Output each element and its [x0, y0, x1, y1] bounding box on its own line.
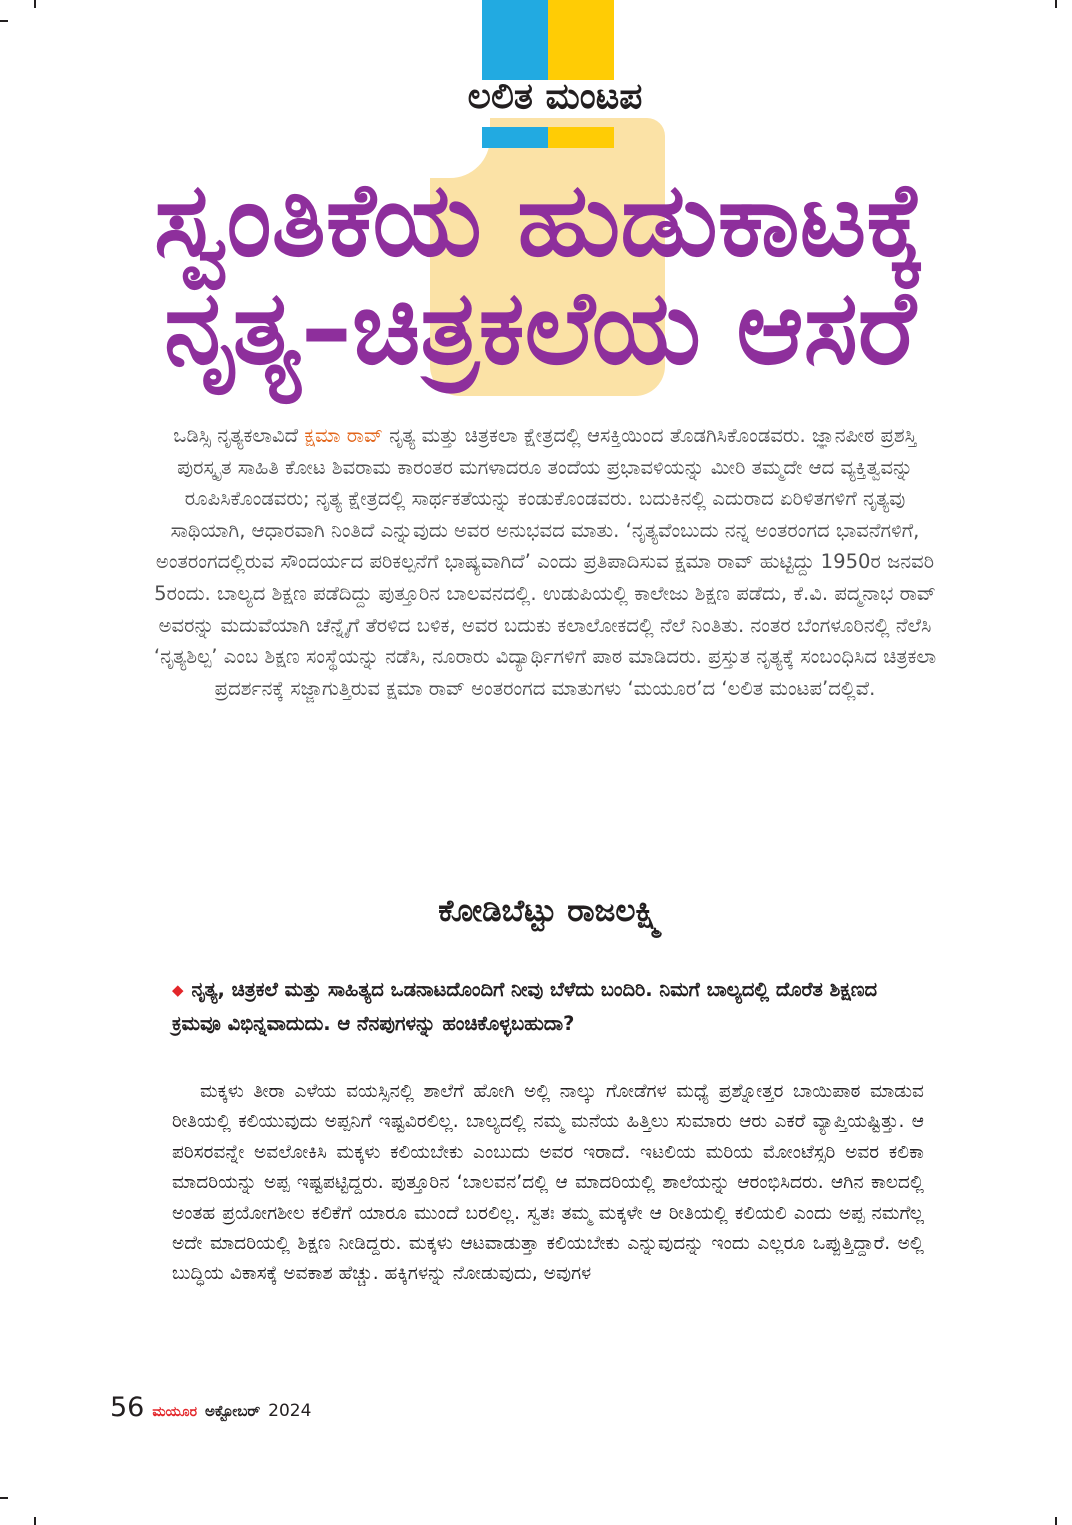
crop-mark [1055, 1517, 1057, 1525]
page-number: 56 [110, 1392, 145, 1423]
cyan-block-bottom [482, 127, 548, 148]
headline-line-1: ಸ್ವಂತಿಕೆಯ ಹುಡುಕಾಟಕ್ಕೆ [154, 161, 926, 280]
yellow-block-bottom [548, 127, 614, 148]
diamond-bullet-icon: ◆ [172, 981, 184, 999]
crop-mark [34, 0, 36, 8]
intro-text-rest: ನೃತ್ಯ ಮತ್ತು ಚಿತ್ರಕಲಾ ಕ್ಷೇತ್ರದಲ್ಲಿ ಆಸಕ್ತಿಯಿಂದ ತೊಡಗಿಸಿಕೊಂಡವರು. ಜ್ಞಾನಪೀಠ ಪ್ರಶಸ್ತಿ ಪುರಸ್ಕೃತ ಸಾಹಿತಿ ಕೋಟ ಶಿವರಾಮ ಕಾರಂತರ ಮಗಳಾದರೂ ತಂದೆಯ ಪ್ರಭಾವಳಿಯನ್ನು ಮೀರಿ ತಮ್ಮದೇ ಆದ ವ್ಯಕ್ತಿತ್ವವನ್ನು ರೂಪಿಸಿಕೊಂಡವರು; ನೃತ್ಯ ಕ್ಷೇತ್ರದಲ್ಲಿ ಸಾರ್ಥಕತೆಯನ್ನು ಕಂಡುಕೊಂಡವರು. ಬದುಕಿನಲ್ಲಿ ಎದುರಾದ ಏರಿಳಿತಗಳಿಗೆ ನೃತ್ಯವು ಸಾಥಿಯಾಗಿ, ಆಧಾರವಾಗಿ ನಿಂತಿದೆ ಎನ್ನುವುದು ಅವರ ಅನುಭವದ ಮಾತು. ‘ನೃತ್ಯವೆಂಬುದು ನನ್ನ ಅಂತರಂಗದ ಭಾವನೆಗಳಿಗೆ, ಅಂತರಂಗದಲ್ಲಿರುವ ಸೌಂದರ್ಯದ ಪರಿಕಲ್ಪನೆಗೆ ಭಾಷ್ಯವಾಗಿದೆ’ ಎಂದು ಪ್ರತಿಪಾದಿಸುವ ಕ್ಷಮಾ ರಾವ್ ಹುಟ್ಟಿದ್ದು 1950ರ ಜನವರಿ 5ರಂದು. ಬಾಲ್ಯದ ಶಿಕ್ಷಣ ಪಡೆದಿದ್ದು ಪುತ್ತೂರಿನ ಬಾಲವನದಲ್ಲಿ. ಉಡುಪಿಯಲ್ಲಿ ಕಾಲೇಜು ಶಿಕ್ಷಣ ಪಡೆದು, ಕೆ.ವಿ. ಪದ್ಮನಾಭ ರಾವ್ ಅವರನ್ನು ಮದುವೆಯಾಗಿ ಚೆನ್ನೈಗೆ ತೆರಳಿದ ಬಳಿಕ, ಅವರ ಬದುಕು ಕಲಾಲೋಕದಲ್ಲಿ ನೆಲೆ ನಿಂತಿತು. ನಂತರ ಬೆಂಗಳೂರಿನಲ್ಲಿ ನೆಲೆಸಿ ‘ನೃತ್ಯಶಿಲ್ಪ’ ಎಂಬ ಶಿಕ್ಷಣ ಸಂಸ್ಥೆಯನ್ನು ನಡೆಸಿ, ನೂರಾರು ವಿದ್ಯಾರ್ಥಿಗಳಿಗೆ ಪಾಠ ಮಾಡಿದರು. ಪ್ರಸ್ತುತ ನೃತ್ಯಕ್ಕೆ ಸಂಬಂಧಿಸಿದ ಚಿತ್ರಕಲಾ ಪ್ರದರ್ಶನಕ್ಕೆ ಸಜ್ಜಾಗುತ್ತಿರುವ ಕ್ಷಮಾ ರಾವ್ ಅಂತರಂಗದ ಮಾತುಗಳು ‘ಮಯೂರ’ದ ‘ಲಲಿತ ಮಂಟಪ’ದಲ್ಲಿವೆ. [153, 424, 937, 700]
page-footer [110, 1392, 311, 1426]
crop-mark [34, 1517, 36, 1525]
cyan-block-top [482, 0, 548, 80]
question-text: ನೃತ್ಯ, ಚಿತ್ರಕಲೆ ಮತ್ತು ಸಾಹಿತ್ಯದ ಒಡನಾಟದೊಂದಿಗೆ ನೀವು ಬೆಳೆದು ಬಂದಿರಿ. ನಿಮಗೆ ಬಾಲ್ಯದಲ್ಲಿ ದೊರೆತ ಶಿಕ್ಷಣದ ಕ್ರಮವೂ ವಿಭಿನ್ನವಾದುದು. ಆ ನೆನಪುಗಳನ್ನು ಹಂಚಿಕೊಳ್ಳಬಹುದಾ? [172, 978, 877, 1035]
magazine-name: ಮಯೂರ [152, 1404, 198, 1420]
author-byline: ಕೋಡಿಬೆಟ್ಟು ರಾಜಲಕ್ಷ್ಮಿ [438, 893, 662, 929]
section-label: ಲಲಿತ ಮಂಟಪ [467, 76, 643, 117]
issue-month: ಅಕ್ಟೋಬರ್ [205, 1402, 261, 1420]
headline-line-2: ನೃತ್ಯ–ಚಿತ್ರಕಲೆಯ ಆಸರೆ [164, 269, 916, 388]
interview-question [172, 973, 927, 1041]
crop-mark [0, 1497, 8, 1499]
yellow-block-top [548, 0, 614, 80]
intro-paragraph [150, 420, 940, 704]
crop-mark [0, 20, 8, 22]
subject-name: ಕ್ಷಮಾ ರಾವ್ [304, 424, 383, 447]
crop-mark [1055, 0, 1057, 8]
intro-text-start: ಒಡಿಸ್ಸಿ ನೃತ್ಯಕಲಾವಿದೆ [173, 424, 305, 447]
interview-answer: ಮಕ್ಕಳು ತೀರಾ ಎಳೆಯ ವಯಸ್ಸಿನಲ್ಲಿ ಶಾಲೆಗೆ ಹೋಗಿ ಅಲ್ಲಿ ನಾಲ್ಕು ಗೋಡೆಗಳ ಮಧ್ಯೆ ಪ್ರಶ್ನೋತ್ತರ ಬಾಯಿಪಾಠ ಮಾಡುವ ರೀತಿಯಲ್ಲಿ ಕಲಿಯುವುದು ಅಪ್ಪನಿಗೆ ಇಷ್ಟವಿರಲಿಲ್ಲ. ಬಾಲ್ಯದಲ್ಲಿ ನಮ್ಮ ಮನೆಯ ಹಿತ್ತಿಲು ಸುಮಾರು ಆರು ಎಕರೆ ವ್ಯಾಪ್ತಿಯಷ್ಟಿತ್ತು. ಆ ಪರಿಸರವನ್ನೇ ಅವಲೋಕಿಸಿ ಮಕ್ಕಳು ಕಲಿಯಬೇಕು ಎಂಬುದು ಅವರ ಇರಾದೆ. ಇಟಲಿಯ ಮರಿಯ ಮೋಂಟೆಸ್ಸರಿ ಅವರ ಕಲಿಕಾ ಮಾದರಿಯನ್ನು ಅಪ್ಪ ಇಷ್ಟಪಟ್ಟಿದ್ದರು. ಪುತ್ತೂರಿನ ‘ಬಾಲವನ’ದಲ್ಲಿ ಆ ಮಾದರಿಯಲ್ಲಿ ಶಾಲೆಯನ್ನು ಆರಂಭಿಸಿದರು. ಆಗಿನ ಕಾಲದಲ್ಲಿ ಅಂತಹ ಪ್ರಯೋಗಶೀಲ ಕಲಿಕೆಗೆ ಯಾರೂ ಮುಂದೆ ಬರಲಿಲ್ಲ. ಸ್ವತಃ ತಮ್ಮ ಮಕ್ಕಳೇ ಆ ರೀತಿಯಲ್ಲಿ ಕಲಿಯಲಿ ಎಂದು ಅಪ್ಪ ನಮಗೆಲ್ಲ ಅದೇ ಮಾದರಿಯಲ್ಲಿ ಶಿಕ್ಷಣ ನೀಡಿದ್ದರು. ಮಕ್ಕಳು ಆಟವಾಡುತ್ತಾ ಕಲಿಯಬೇಕು ಎನ್ನುವುದನ್ನು ಇಂದು ಎಲ್ಲರೂ ಒಪ್ಪುತ್ತಿದ್ದಾರೆ. ಅಲ್ಲಿ ಬುದ್ಧಿಯ ವಿಕಾಸಕ್ಕೆ ಅವಕಾಶ ಹೆಚ್ಚು. ಹಕ್ಕಿಗಳನ್ನು ನೋಡುವುದು, ಅವುಗಳ [172, 1081, 924, 1285]
issue-year: 2024 [268, 1401, 312, 1421]
